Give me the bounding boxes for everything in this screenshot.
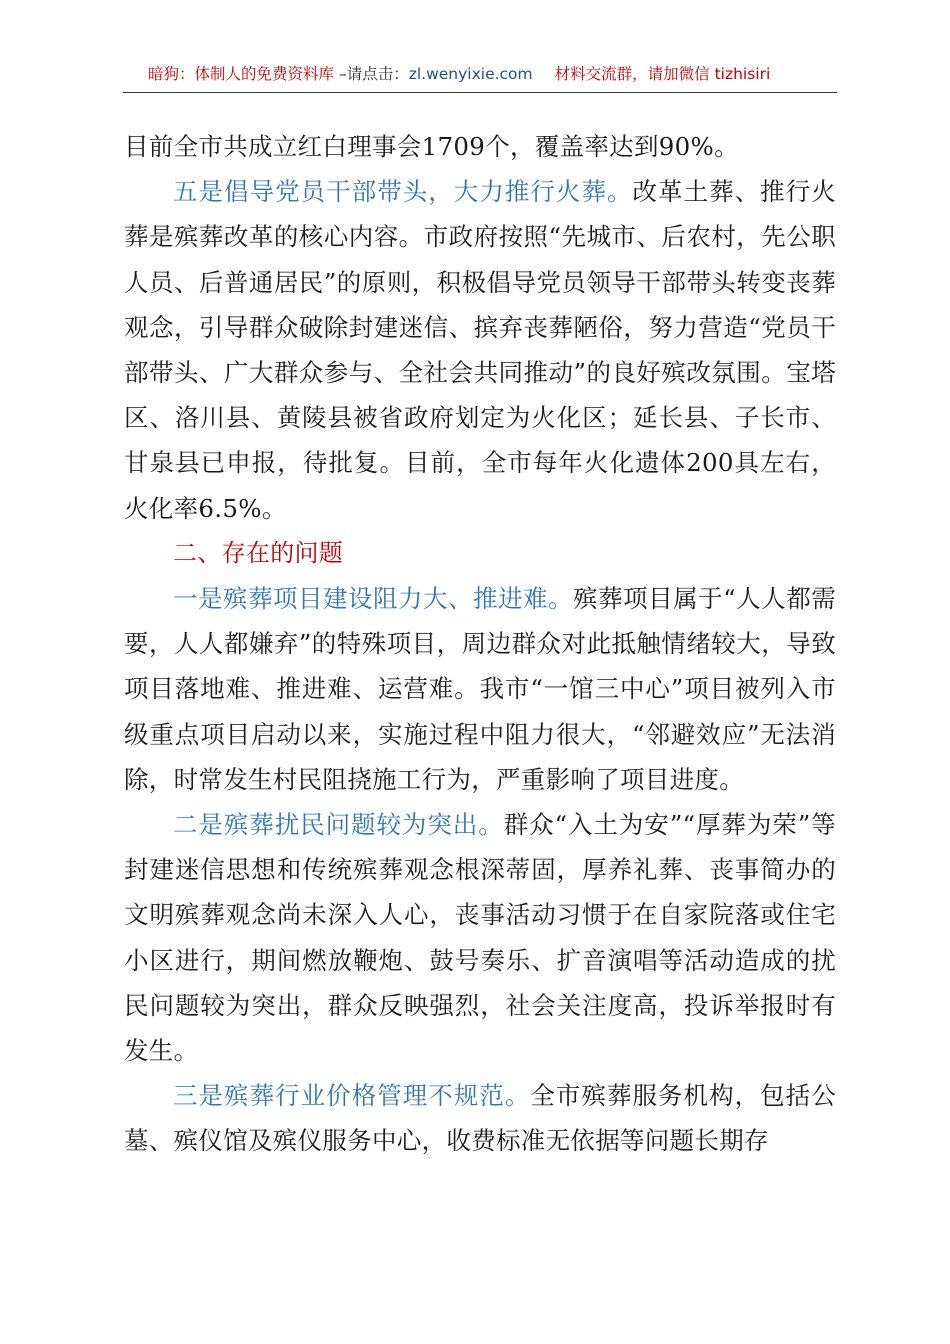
paragraph-cremation bbox=[124, 169, 836, 531]
paragraph-problem-3 bbox=[124, 1073, 836, 1163]
paragraph-text: 目前全市共成立红白理事会1709个，覆盖率达到90%。 bbox=[124, 132, 739, 161]
paragraph-lead: 三是殡葬行业价格管理不规范。 bbox=[173, 1081, 531, 1111]
paragraph-problem-1 bbox=[124, 576, 836, 802]
paragraph-problem-2 bbox=[124, 802, 836, 1073]
paragraph-lead: 二是殡葬扰民问题较为突出。 bbox=[173, 810, 504, 840]
document-body bbox=[124, 124, 836, 1164]
header-group-info: 材料交流群，请加微信 tizhisiri bbox=[554, 65, 771, 83]
header-divider bbox=[123, 92, 837, 93]
header-click-prompt: –请点击： bbox=[334, 65, 409, 83]
paragraph-text: 殡葬项目属于“人人都需要，人人都嫌弃”的特殊项目，周边群众对此抵触情绪较大，导致项目落地难、推进难、运营难。我市“一馆三中心”项目被列入市级重点项目启动以来，实施过程中阻力很大，“邻避效应”无法消除，时常发生村民阻挠施工行为，严重影响了项目进度。 bbox=[124, 584, 836, 794]
paragraph-lead: 一是殡葬项目建设阻力大、推进难。 bbox=[173, 584, 574, 614]
paragraph-text: 群众“入土为安”“厚葬为荣”等封建迷信思想和传统殡葬观念根深蒂固，厚养礼葬、丧事简办的文明殡葬观念尚未深入人心，丧事活动习惯于在自家院落或住宅小区进行，期间燃放鞭炮、鼓号奏乐、扩音演唱等活动造成的扰民问题较为突出，群众反映强烈，社会关注度高，投诉举报时有发生。 bbox=[124, 810, 836, 1066]
paragraph-text: 全市殡葬服务机构，包括公墓、殡仪馆及殡仪服务中心，收费标准无依据等问题长期存 bbox=[124, 1081, 836, 1156]
page-header bbox=[148, 62, 848, 92]
section-title: 二、存在的问题 bbox=[173, 538, 344, 567]
paragraph-text: 改革土葬、推行火葬是殡葬改革的核心内容。市政府按照“先城市、后农村，先公职人员、后普通居民”的原则，积极倡导党员领导干部带头转变丧葬观念，引导群众破除封建迷信、摈弃丧葬陋俗，努力营造“党员干部带头、广大群众参与、全社会共同推动”的良好殡改氛围。宝塔区、洛川县、黄陵县被省政府划定为火化区；延长县、子长市、甘泉县已申报，待批复。目前，全市每年火化遗体200具左右，火化率6.5%。 bbox=[124, 177, 836, 523]
paragraph-lead: 五是倡导党员干部带头，大力推行火葬。 bbox=[173, 177, 633, 207]
header-brand: 暗狗：体制人的免费资料库 bbox=[148, 65, 335, 83]
header-link[interactable]: zl.wenyixie.com bbox=[408, 65, 533, 83]
paragraph-continuation bbox=[124, 124, 836, 169]
